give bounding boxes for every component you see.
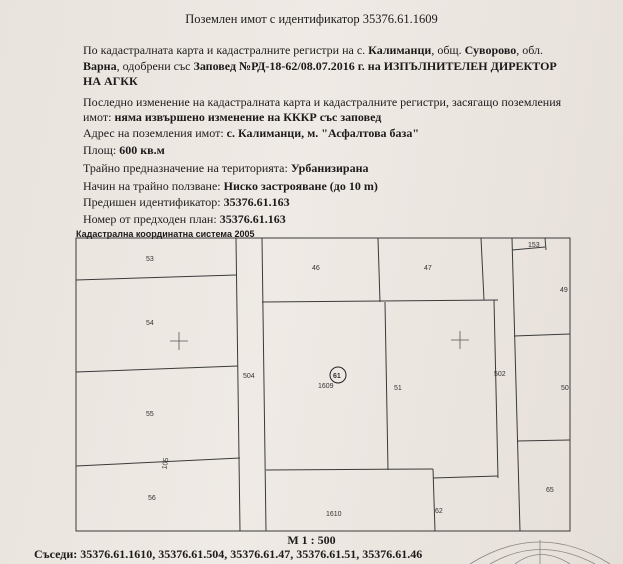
parcel-boundary [266, 469, 433, 470]
purpose-value: Урбанизирана [290, 161, 369, 175]
order-text: Заповед №РД-18-62/08.07.2016 г. на ИЗПЪЛНИТЕЛЕН ДИРЕКТОР [193, 59, 557, 73]
parcel-label-47: 47 [424, 265, 432, 272]
parcel-boundary [514, 334, 570, 336]
parcel-boundary [76, 366, 238, 372]
parcel-label-1610: 1610 [326, 511, 342, 518]
neighbors-list: Съседи: 35376.61.1610, 35376.61.504, 35376.61.47, 35376.61.51, 35376.61.46 [34, 547, 423, 561]
parcel-boundary [76, 458, 240, 466]
parcel-boundary [517, 440, 570, 441]
parcel-label-49: 49 [560, 287, 568, 294]
parcel-boundary [545, 238, 546, 250]
street-label-504: 504 [243, 373, 255, 380]
text: Адрес на поземления имот: [83, 126, 227, 140]
address-value: с. Калиманци, м. "Асфалтова база" [226, 126, 420, 140]
agency-text: НА АГКК [83, 74, 138, 88]
coordinate-system-label: Кадастрална координатна система 2005 [76, 229, 255, 239]
village-name: Калиманци [368, 43, 432, 57]
parcel-boundary [76, 275, 236, 280]
parcel-label-46: 46 [312, 265, 320, 272]
parcel-label-65: 65 [546, 487, 554, 494]
watermark-arc [515, 555, 570, 564]
region-name: Варна [83, 59, 117, 73]
municipality-name: Суворово [464, 43, 517, 57]
parcel-label-61: 61 [333, 373, 341, 380]
parcel-label-62: 62 [435, 508, 443, 515]
parcel-boundary [512, 238, 520, 531]
previous-id-value: 35376.61.163 [223, 195, 290, 209]
parcel-label-1609: 1609 [318, 383, 334, 390]
parcel-boundary [262, 238, 266, 531]
parcel-boundary [481, 238, 484, 300]
text: Начин на трайно ползване: [83, 179, 224, 193]
watermark-arc [490, 550, 595, 564]
usage-value: Ниско застрояване (до 10 m) [223, 179, 378, 193]
area-value: 600 кв.м [119, 143, 165, 157]
text: Трайно предназначение на територията: [83, 161, 291, 175]
text: Предишен идентификатор: [83, 195, 224, 209]
street-label-502: 502 [494, 371, 506, 378]
parcel-label-153: 153 [528, 242, 540, 249]
text: Номер от предходен план: [83, 212, 220, 226]
map-scale: М 1 : 500 [287, 533, 336, 547]
parcel-boundary [433, 476, 498, 478]
text: , обл. [516, 43, 544, 57]
parcel-label-51: 51 [394, 385, 402, 392]
text: имот: [83, 110, 115, 124]
info-line-last-change: Последно изменение на кадастралната карта и кадастралните регистри, засягащо поземления [83, 95, 562, 109]
previous-plan-value: 35376.61.163 [219, 212, 286, 226]
text: По кадастралната карта и кадастралните регистри на с. [83, 43, 369, 57]
parcel-boundary [494, 300, 498, 478]
change-value: няма извършено изменение на КККР със заповед [114, 110, 382, 124]
parcel-boundary [378, 238, 380, 302]
text: Площ: [83, 143, 120, 157]
parcel-label-55: 55 [146, 411, 154, 418]
parcel-label-54: 54 [146, 320, 154, 327]
parcel-label-56: 56 [148, 495, 156, 502]
parcel-label-105: 105 [161, 457, 171, 470]
page-title: Поземлен имот с идентификатор 35376.61.1609 [185, 12, 438, 26]
parcel-label-53: 53 [146, 256, 154, 263]
parcel-boundary [385, 302, 388, 470]
text: , одобрени със [116, 59, 194, 73]
parcel-boundary [236, 238, 240, 531]
parcel-label-50: 50 [561, 385, 569, 392]
text: , общ. [431, 43, 465, 57]
